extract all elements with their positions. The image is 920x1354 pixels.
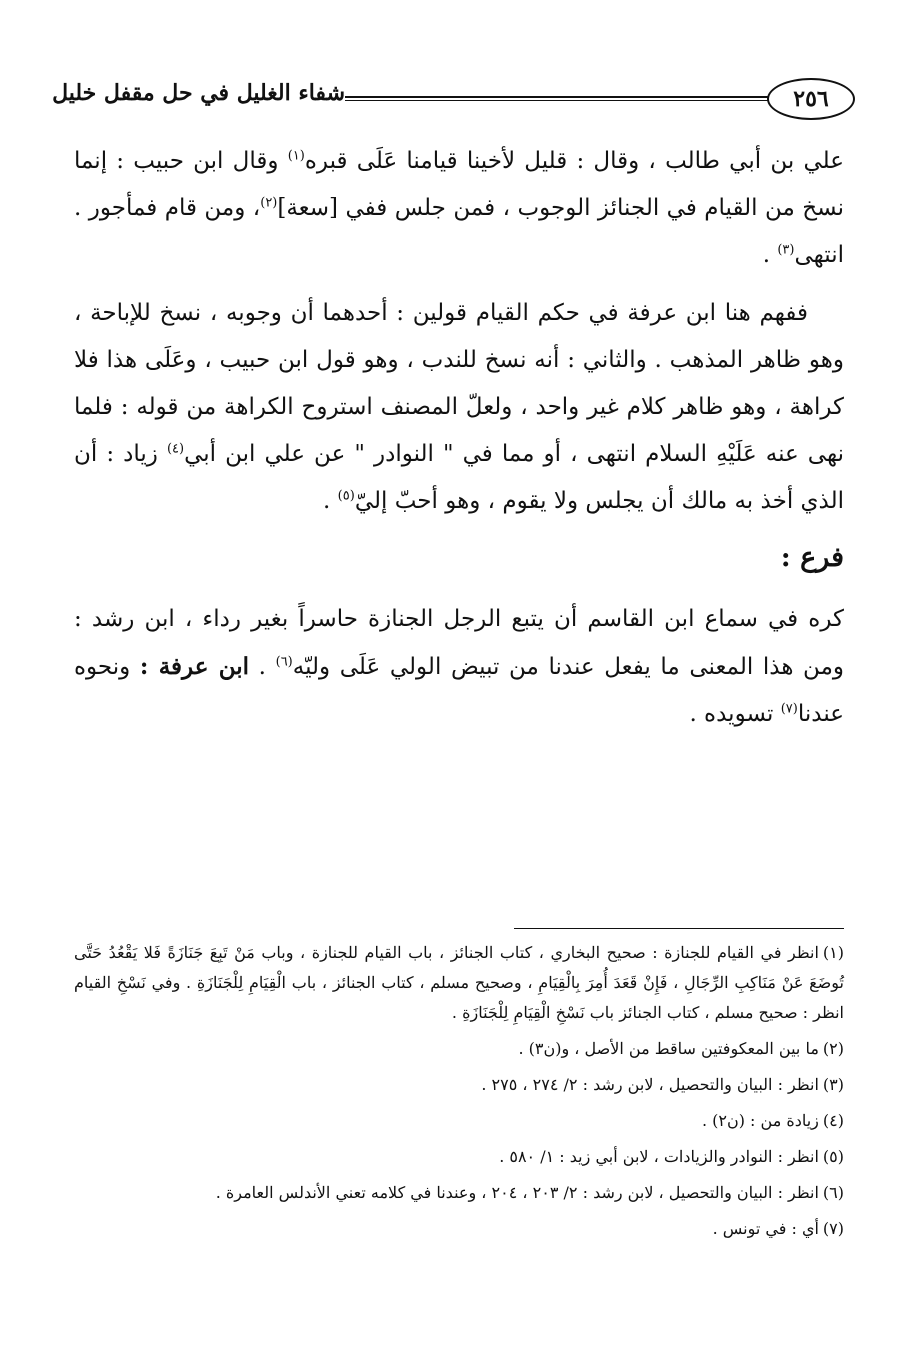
- paragraph-3: [74, 596, 844, 738]
- section-heading: فرع :: [780, 542, 844, 573]
- text-segment: .: [762, 242, 778, 268]
- footnote-1: [74, 938, 844, 1028]
- footnote-2: [74, 1034, 844, 1064]
- footnote-ref: (٦): [275, 654, 293, 670]
- footnote-ref: (٥): [337, 488, 355, 504]
- text-segment: وقال ابن حبيب : إنما نسخ من القيام في الجنائز الوجوب ، فمن جلس ففي [سعة]: [74, 148, 844, 221]
- footnote-text: ما بين المعكوفتين ساقط من الأصل ، و(ن٣) .: [518, 1039, 819, 1058]
- footnote-number: (٦): [822, 1183, 844, 1202]
- footnote-text: انظر في القيام للجنازة : صحيح البخاري ، كتاب الجنائز ، باب القيام للجنازة ، وباب مَنْ تَبِعَ جَنَازَةً فَلا يَقْعُدُ حَتَّى تُوضَعَ عَنْ مَنَاكِبِ الرِّجَالِ ، فَإِنْ قَعَدَ أُمِرَ بِالْقِيَامِ ، وصحيح مسلم ، كتاب الجنائز ، باب الْقِيَامِ لِلْجَنَازَةِ . وفي نَسْخِ القيام انظر : صحيح مسلم ، كتاب الجنائز باب نَسْخِ الْقِيَامِ لِلْجَنَازَةِ .: [74, 943, 844, 1022]
- text-segment: ونحوه عندنا: [74, 654, 844, 727]
- paragraph-2: [74, 290, 844, 525]
- footnote-ref: (٧): [780, 701, 798, 717]
- footnote-text: زيادة من : (ن٢) .: [701, 1111, 819, 1130]
- main-text: [74, 138, 844, 749]
- book-title: شفاء الغليل في حل مقفل خليل: [52, 80, 345, 106]
- footnote-number: (١): [822, 943, 844, 962]
- footnote-text: انظر : البيان والتحصيل ، لابن رشد : ٢/ ٢٠٣ ، ٢٠٤ ، وعندنا في كلامه تعني الأندلس العامرة .: [215, 1183, 819, 1202]
- footnote-number: (٢): [822, 1039, 844, 1058]
- footnote-4: [74, 1106, 844, 1136]
- text-segment: علي بن أبي طالب ، وقال : قليل لأخينا قيامنا عَلَى قبره: [304, 148, 844, 174]
- footnote-separator: [514, 928, 844, 929]
- footnote-ref: (٣): [777, 242, 795, 258]
- text-segment: .: [323, 488, 338, 514]
- text-segment: ، ومن قام فمأجور . انتهى: [74, 195, 844, 268]
- footnote-text: أي : في تونس .: [712, 1219, 819, 1238]
- footnote-7: [74, 1214, 844, 1244]
- footnote-5: [74, 1142, 844, 1172]
- paragraph-1: [74, 138, 844, 279]
- text-segment: زياد : أن الذي أخذ به مالك أن يجلس ولا يقوم ، وهو أحبّ إليّ: [74, 441, 844, 514]
- footnote-number: (٧): [822, 1219, 844, 1238]
- footnote-number: (٣): [822, 1075, 844, 1094]
- footnote-text: انظر : البيان والتحصيل ، لابن رشد : ٢/ ٢٧٤ ، ٢٧٥ .: [481, 1075, 819, 1094]
- text-segment: كره في سماع ابن القاسم أن يتبع الرجل الجنازة حاسراً بغير رداء ، ابن رشد : ومن هذا المعنى ما يفعل عندنا من تبيض الولي عَلَى وليّه: [74, 606, 844, 680]
- text-segment: تسويده .: [689, 701, 781, 727]
- header-rule-thin: [345, 100, 773, 101]
- footnote-ref: (٤): [166, 441, 185, 457]
- text-segment: .: [249, 654, 276, 680]
- footnote-number: (٥): [822, 1147, 844, 1166]
- page-number: ٢٥٦: [767, 78, 855, 120]
- footnotes: [74, 938, 844, 1250]
- footnote-6: [74, 1178, 844, 1208]
- footnote-ref: (٢): [260, 195, 278, 211]
- footnote-ref: (١): [287, 148, 305, 164]
- footnote-3: [74, 1070, 844, 1100]
- bold-name: ابن عرفة :: [139, 653, 250, 680]
- footnote-text: انظر : النوادر والزيادات ، لابن أبي زيد : ١/ ٥٨٠ .: [499, 1147, 819, 1166]
- text-segment: ففهم هنا ابن عرفة في حكم القيام قولين : أحدهما أن وجوبه ، نسخ للإباحة ، وهو ظاهر المذهب . والثاني : أنه نسخ للندب ، وهو قول ابن حبيب ، وعَلَى هذا فلا كراهة ، وهو ظاهر كلام غير واحد ، ولعلّ المصنف استروح الكراهة من قوله : فلما نهى عنه عَلَيْهِ السلام انتهى ، أو مما في " النوادر " عن علي ابن أبي: [74, 300, 844, 467]
- page-header: [52, 78, 855, 124]
- header-rule: [345, 96, 773, 98]
- footnote-number: (٤): [822, 1111, 844, 1130]
